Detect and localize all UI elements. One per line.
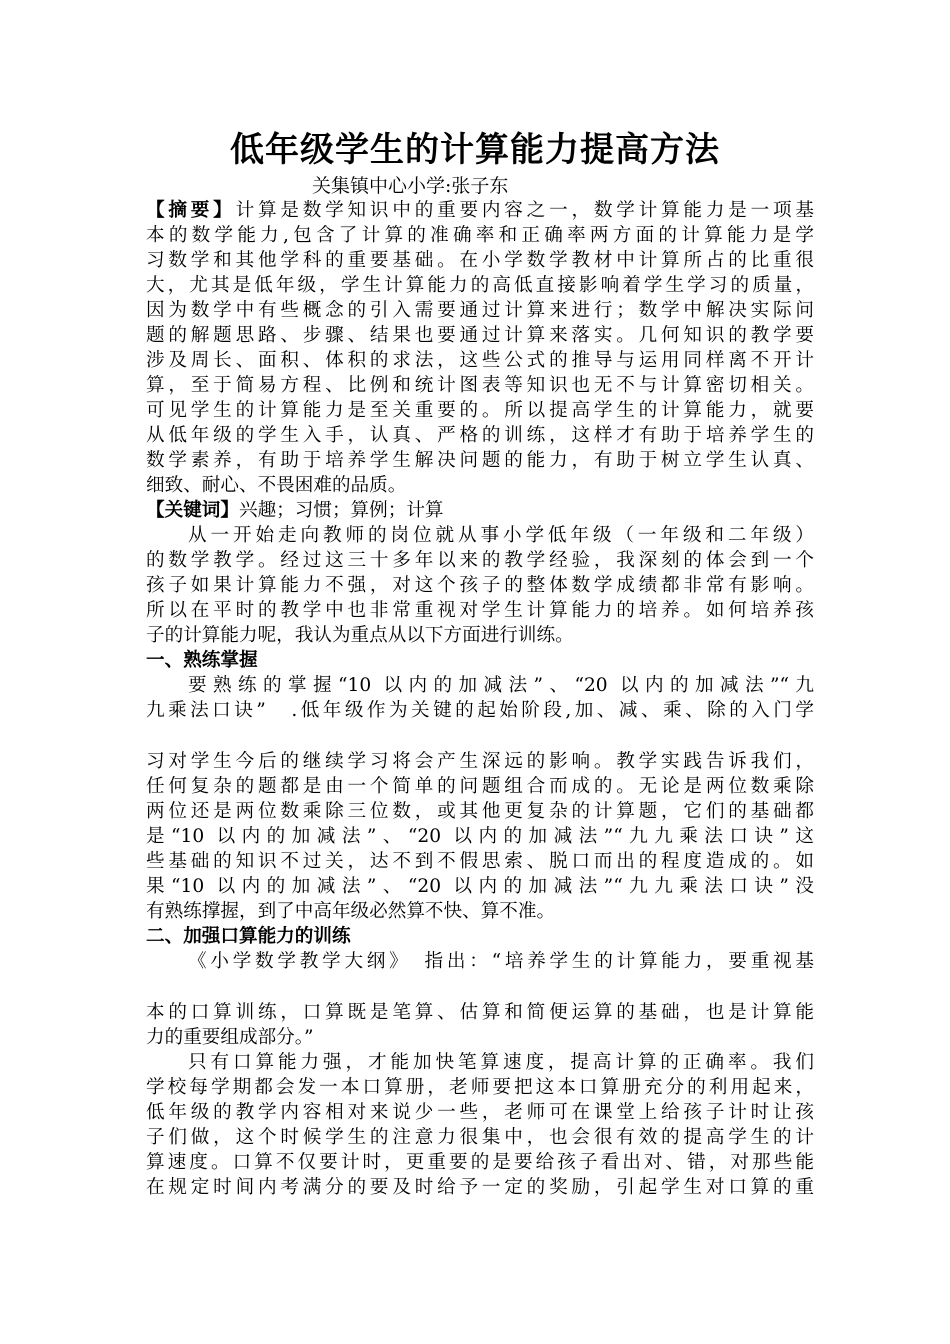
intro-line: 子的计算能力呢，我认为重点从以下方面进行训练。 <box>146 625 574 646</box>
intro-line: 孩子如果计算能力不强，对这个孩子的整体数学成绩都非常有影响。 <box>146 575 814 596</box>
abstract-line: 题的解题思路、步骤、结果也要通过计算来落实。几何知识的教学要 <box>146 325 814 346</box>
section2-line: 力的重要组成部分。” <box>146 1027 314 1048</box>
abstract-line: 算，至于简易方程、比例和统计图表等知识也无不与计算密切相关。 <box>146 375 814 396</box>
section2-line: 《小学数学教学大纲》 指出：“培养学生的计算能力，要重视基 <box>188 951 814 972</box>
section1-line: 任何复杂的题都是由一个简单的问题组合而成的。无论是两位数乘除 <box>146 776 814 797</box>
abstract-line: 从低年级的学生入手，认真、严格的训练，这样才有助于培养学生的 <box>146 425 814 446</box>
abstract-line: 大，尤其是低年级，学生计算能力的高低直接影响着学生学习的质量， <box>146 275 814 296</box>
section2-line: 在规定时间内考满分的要及时给予一定的奖励，引起学生对口算的重 <box>146 1177 814 1198</box>
section2-line: 算速度。口算不仅要计时，更重要的是要给孩子看出对、错，对那些能 <box>146 1152 814 1173</box>
document-author: 关集镇中心小学:张子东 <box>312 175 509 197</box>
section1-line: 些基础的知识不过关，达不到不假思索、脱口而出的程度造成的。如 <box>146 851 814 872</box>
abstract-label: 【摘要】 <box>146 200 236 221</box>
section1-line: 习对学生今后的继续学习将会产生深远的影响。教学实践告诉我们， <box>146 751 814 772</box>
section-heading: 二、加强口算能力的训练 <box>146 926 351 947</box>
section1-line: 是“10 以内的加减法”、“20 以内的加减法”“九九乘法口诀”这 <box>146 826 814 847</box>
abstract-line: 计算是数学知识中的重要内容之一，数学计算能力是一项基 <box>235 200 814 221</box>
intro-line: 从一开始走向教师的岗位就从事小学低年级（一年级和二年级） <box>188 525 814 546</box>
section2-line: 本的口算训练，口算既是笔算、估算和简便运算的基础，也是计算能 <box>146 1002 814 1023</box>
keywords-label: 【关键词】 <box>146 500 239 521</box>
intro-line: 所以在平时的教学中也非常重视对学生计算能力的培养。如何培养孩 <box>146 600 814 621</box>
paragraph-gap <box>146 723 814 749</box>
abstract-line: 因为数学中有些概念的引入需要通过计算来进行；数学中解决实际问 <box>146 300 814 321</box>
document-body <box>146 198 814 1200</box>
abstract-line: 数学素养，有助于培养学生解决问题的能力，有助于树立学生认真、 <box>146 450 814 471</box>
abstract-line: 本的数学能力,包含了计算的准确率和正确率两方面的计算能力是学 <box>146 225 814 246</box>
section1-line: 九乘法口诀” .低年级作为关键的起始阶段,加、减、乘、除的入门学 <box>146 700 814 721</box>
section2-line: 子们做，这个时候学生的注意力很集中，也会很有效的提高学生的计 <box>146 1127 814 1148</box>
section2-line: 只有口算能力强，才能加快笔算速度，提高计算的正确率。我们 <box>188 1052 814 1073</box>
section1-line: 果“10 以内的加减法”、“20 以内的加减法”“九九乘法口诀”没 <box>146 876 814 897</box>
intro-line: 的数学教学。经过这三十多年以来的教学经验，我深刻的体会到一个 <box>146 550 814 571</box>
paragraph-gap <box>146 974 814 1000</box>
abstract-line: 习数学和其他学科的重要基础。在小学数学教材中计算所占的比重很 <box>146 250 814 271</box>
document-title: 低年级学生的计算能力提高方法 <box>230 130 720 170</box>
abstract-line: 细致、耐心、不畏困难的品质。 <box>146 475 407 496</box>
section1-line: 要熟练的掌握“10 以内的加减法”、“20 以内的加减法”“九 <box>188 675 814 696</box>
section2-line: 低年级的教学内容相对来说少一些，老师可在课堂上给孩子计时让孩 <box>146 1102 814 1123</box>
section-heading: 一、熟练掌握 <box>146 650 258 671</box>
abstract-line: 可见学生的计算能力是至关重要的。所以提高学生的计算能力，就要 <box>146 400 814 421</box>
keywords-text: 兴趣；习惯；算例；计算 <box>238 500 444 521</box>
section2-line: 学校每学期都会发一本口算册，老师要把这本口算册充分的利用起来， <box>146 1077 814 1098</box>
keywords-line <box>146 498 814 523</box>
abstract-line: 涉及周长、面积、体积的求法，这些公式的推导与运用同样离不开计 <box>146 350 814 371</box>
section1-line: 两位还是两位数乘除三位数，或其他更复杂的计算题，它们的基础都 <box>146 801 814 822</box>
section1-line: 有熟练撑握，到了中高年级必然算不快、算不准。 <box>146 901 556 922</box>
abstract-first-line <box>146 198 814 223</box>
